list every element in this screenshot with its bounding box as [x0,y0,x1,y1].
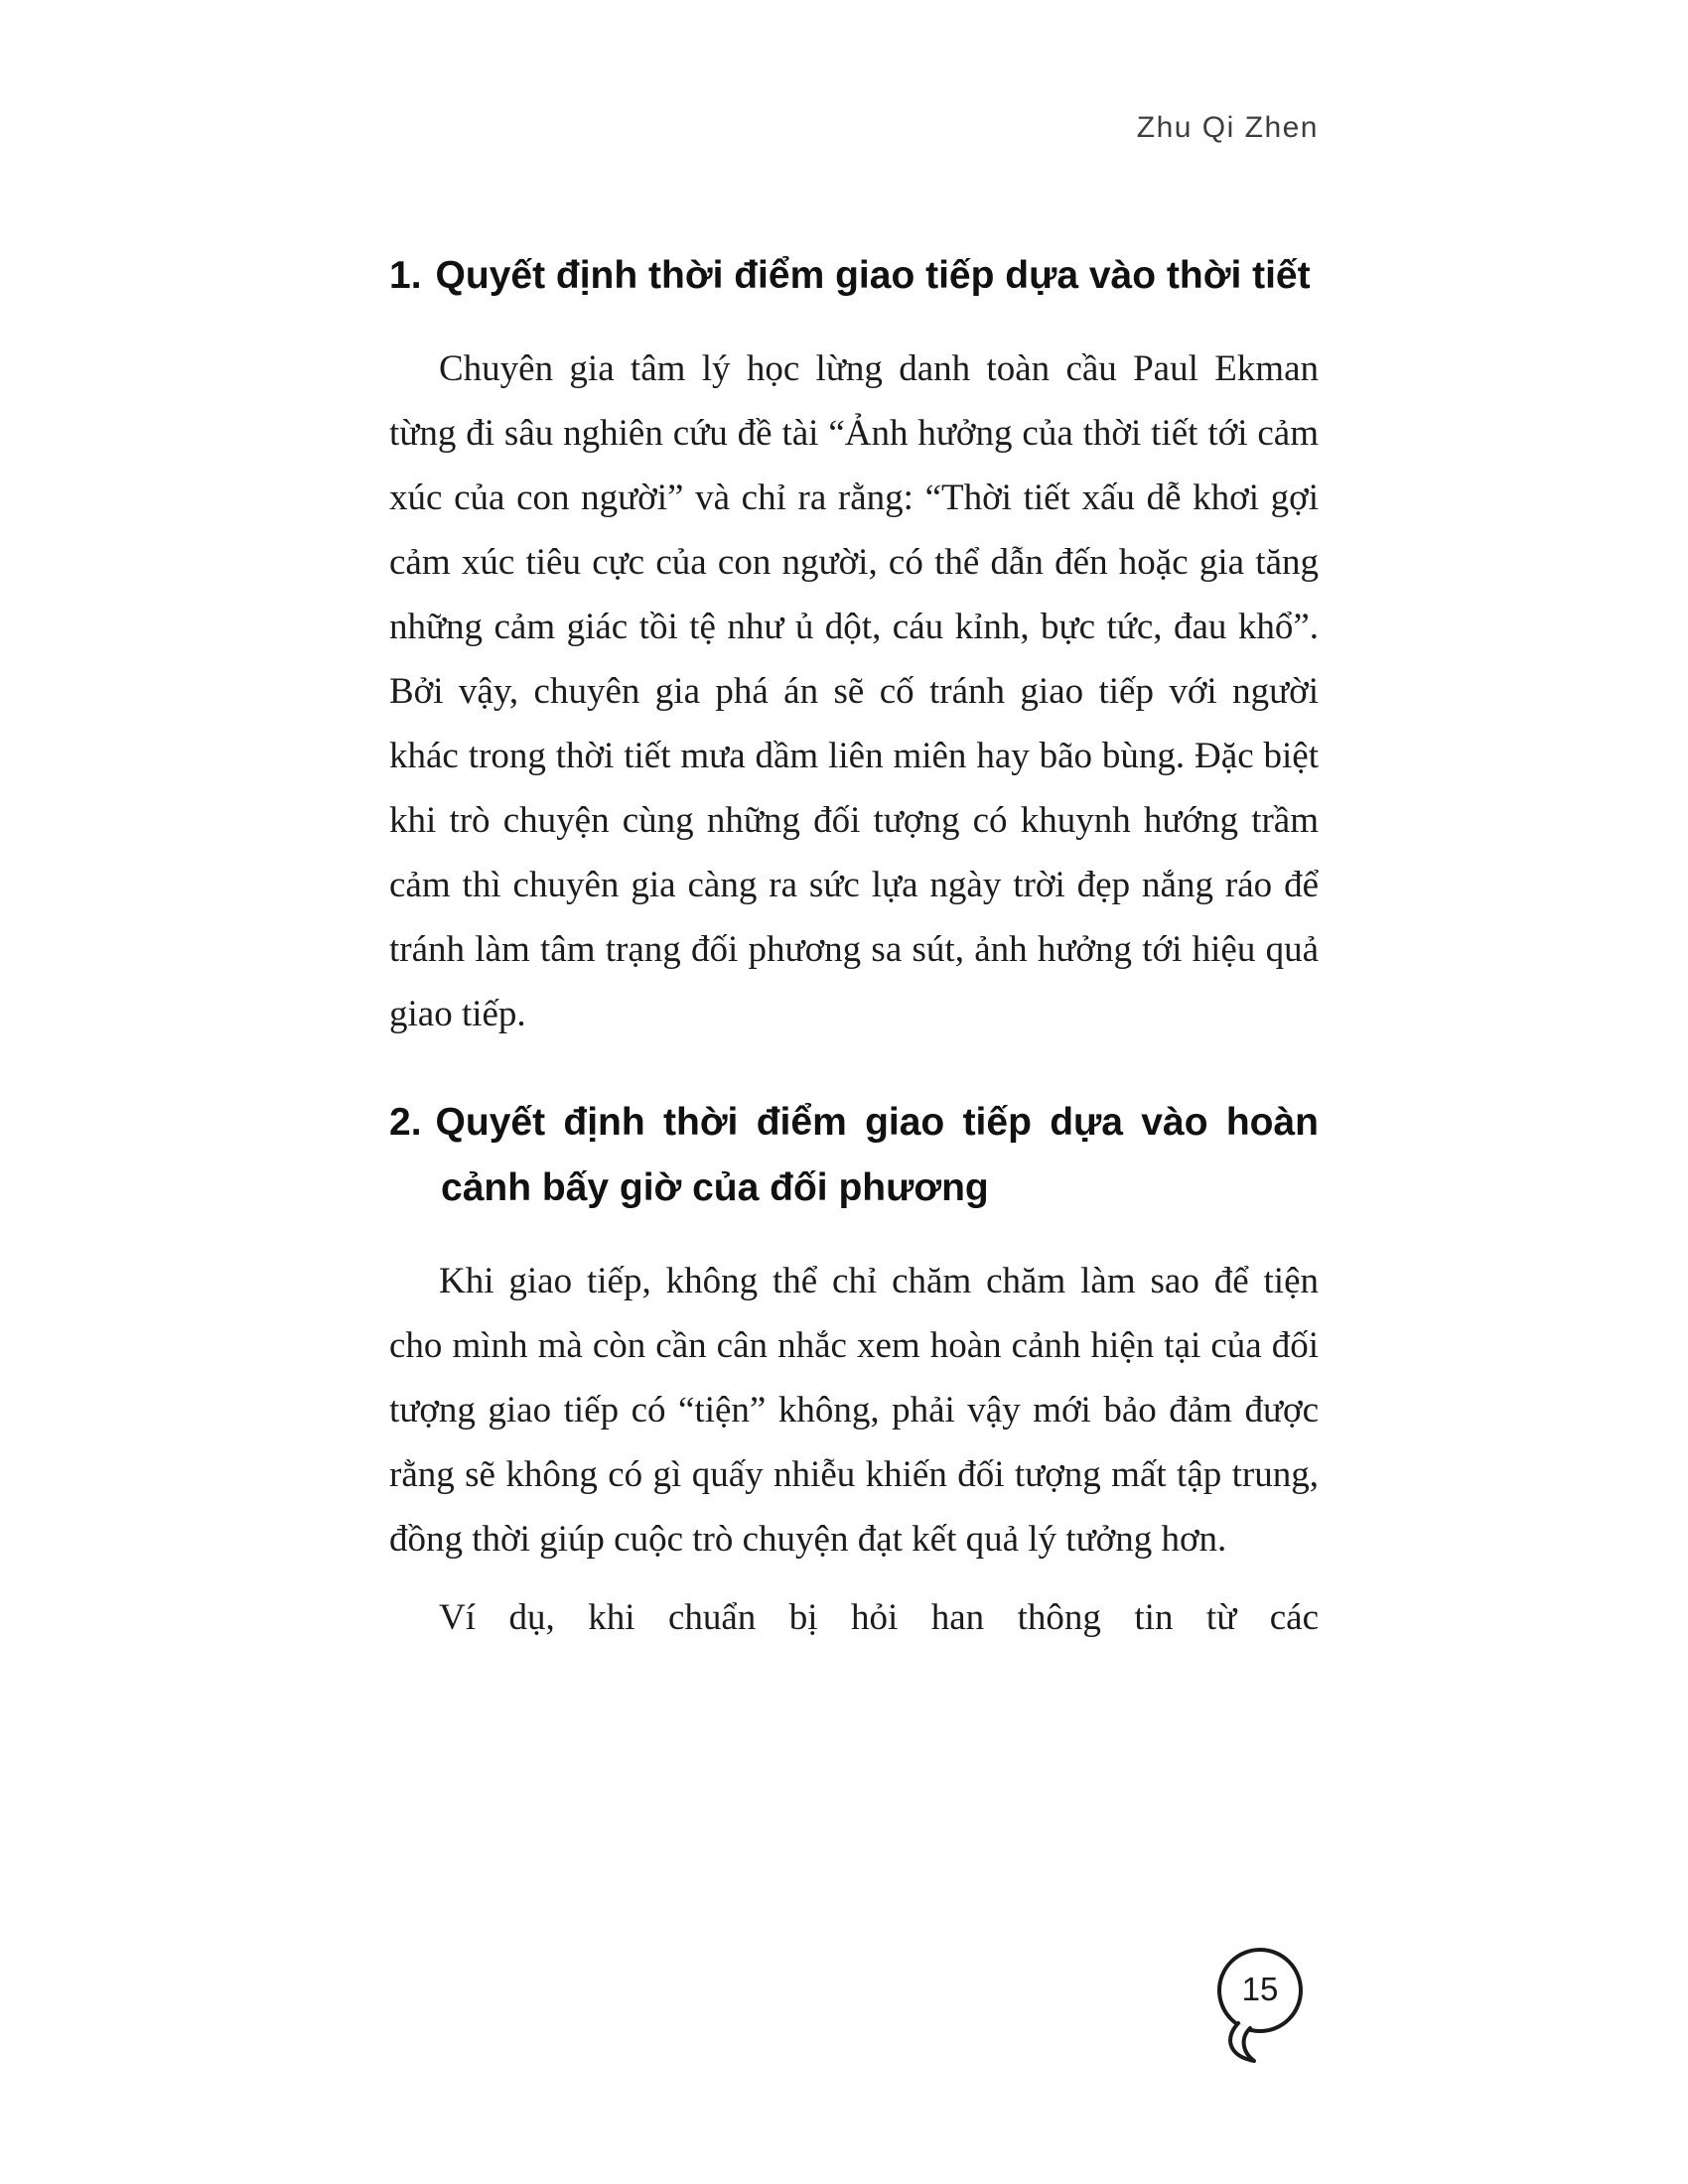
section-1-title: Quyết định thời điểm giao tiếp dựa vào thời tiết [435,254,1311,297]
section-1-number: 1. [389,254,422,297]
page-number-bubble [1196,1941,1320,2075]
page-number: 15 [1241,1971,1279,2007]
section-2-title: Quyết định thời điểm giao tiếp dựa vào hoàn cảnh bấy giờ của đối phương [435,1101,1319,1209]
page-content [389,243,1319,1664]
running-header: Zhu Qi Zhen [1136,111,1319,144]
section-2-number: 2. [389,1101,422,1144]
section-1-heading [389,243,1319,309]
section-1-paragraph: Chuyên gia tâm lý học lừng danh toàn cầu Paul Ekman từng đi sâu nghiên cứu đề tài “Ảnh hưởng của thời tiết tới cảm xúc của con người” và chỉ ra rằng: “Thời tiết xấu dễ khơi gợi cảm xúc tiêu cực của con người, có thể dẫn đến hoặc gia tăng những cảm giác tồi tệ như ủ dột, cáu kỉnh, bực tức, đau khổ”. Bởi vậy, chuyên gia phá án sẽ cố tránh giao tiếp với người khác trong thời tiết mưa dầm liên miên hay bão bùng. Đặc biệt khi trò chuyện cùng những đối tượng có khuynh hướng trầm cảm thì chuyên gia càng ra sức lựa ngày trời đẹp nắng ráo để tránh làm tâm trạng đối phương sa sút, ảnh hưởng tới hiệu quả giao tiếp. [389,348,1319,1034]
section-2-heading [389,1090,1319,1221]
section-2-paragraph: Khi giao tiếp, không thể chỉ chăm chăm làm sao để tiện cho mình mà còn cần cân nhắc xem hoàn cảnh hiện tại của đối tượng giao tiếp có “tiện” không, phải vậy mới bảo đảm được rằng sẽ không có gì quấy nhiễu khiến đối tượng mất tập trung, đồng thời giúp cuộc trò chuyện đạt kết quả lý tưởng hơn. [389,1261,1319,1560]
section-2-paragraph-continued: Ví dụ, khi chuẩn bị hỏi han thông tin từ các [439,1597,1319,1638]
